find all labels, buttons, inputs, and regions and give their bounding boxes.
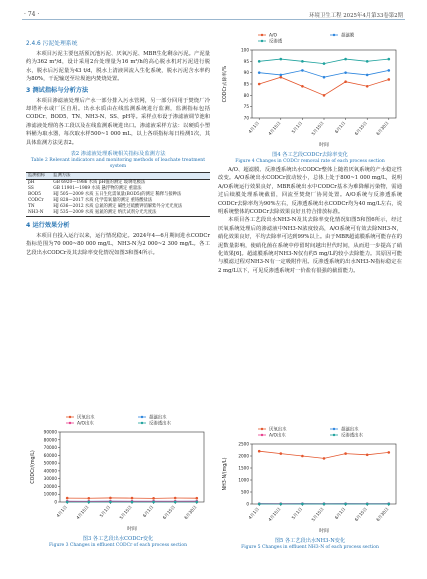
x-tick-label: 5月15日 — [310, 120, 325, 137]
table-header-indicator: 监测指标 — [26, 173, 51, 180]
data-point — [280, 503, 283, 506]
x-tick-label: 6月15日 — [161, 504, 176, 521]
y-tick-label: 2000 — [238, 453, 249, 459]
table-cell-indicator: SS — [28, 186, 34, 192]
data-point — [323, 503, 326, 506]
x-tick-label: 4月15日 — [267, 120, 282, 137]
data-point — [109, 501, 112, 504]
legend-marker — [261, 428, 263, 430]
x-tick-label: 4月1日 — [247, 120, 260, 135]
y-tick-label: 0 — [246, 501, 249, 507]
legend-label: A/O — [269, 33, 277, 39]
x-axis-label: 时间 — [319, 143, 329, 148]
data-point — [66, 501, 69, 504]
x-tick-label: 5月1日 — [98, 504, 112, 519]
data-point — [66, 497, 69, 500]
figure-3-chart — [26, 412, 210, 532]
x-tick-label: 4月1日 — [247, 506, 260, 521]
figure-4-caption-en: Figure 4 Changes in CODCr removal rate of each process section — [235, 159, 385, 164]
data-point — [344, 58, 347, 61]
legend-label: 超滤出水 — [149, 415, 167, 421]
legend-marker — [69, 416, 71, 418]
table-cell-indicator: NH3-N — [26, 210, 51, 217]
y-tick-label: 30000 — [43, 476, 57, 482]
data-point — [174, 497, 177, 500]
x-tick-label: 5月15日 — [118, 504, 133, 521]
figure-3-caption: 图3 各工艺段出水CODCr变化 — [82, 536, 154, 542]
x-tick-label: 5月15日 — [310, 506, 325, 523]
data-point — [301, 60, 304, 63]
data-point — [152, 501, 155, 504]
figure-4-chart — [218, 30, 402, 148]
monitoring-methods-table — [26, 172, 210, 217]
series-line — [259, 77, 389, 95]
table-cell-indicator: pH — [28, 180, 35, 186]
x-tick-label: 6月15日 — [353, 120, 368, 137]
data-point — [366, 74, 369, 77]
figure-4-caption: 图4 各工艺段CODCr去除率变化 — [272, 152, 348, 158]
data-point — [366, 503, 369, 506]
y-tick-label: 100 — [241, 47, 249, 53]
data-point — [131, 497, 134, 500]
figure-4 — [218, 30, 402, 165]
data-point — [388, 451, 391, 454]
plot-frame — [60, 432, 204, 502]
data-point — [388, 69, 391, 72]
legend-marker — [333, 434, 335, 436]
journal-title: 环境卫生工程 2025年4月第33卷第2期 — [309, 13, 403, 19]
legend-marker — [261, 434, 263, 436]
data-point — [280, 452, 283, 455]
section-4-title: 4 运行效果分析 — [26, 222, 70, 230]
x-tick-label: 6月30日 — [375, 506, 390, 523]
figure-3-caption-en: Figure 3 Changes in effluent CODCr of each process section — [49, 543, 187, 548]
table-row — [26, 210, 210, 217]
legend-marker — [69, 422, 71, 424]
x-tick-label: 6月30日 — [375, 120, 390, 137]
y-tick-label: 500 — [241, 489, 249, 495]
data-point — [323, 94, 326, 97]
data-point — [174, 501, 177, 504]
table-cell-method: GB 11901—1989 水质 悬浮物的测定 重量法 — [53, 186, 142, 192]
data-point — [258, 503, 261, 506]
x-tick-label: 6月30日 — [183, 504, 198, 521]
legend-label: 反渗透出水 — [149, 421, 171, 427]
legend-label: 厌氧出水 — [269, 427, 287, 433]
section-2-4-6-title: 2.4.6 污泥处理系统 — [26, 41, 78, 47]
data-point — [258, 71, 261, 74]
data-point — [280, 58, 283, 61]
data-point — [196, 497, 199, 500]
legend-label: 反渗透出水 — [341, 433, 363, 439]
legend-label: 厌氧出水 — [77, 415, 95, 421]
legend-label: 超滤膜 — [341, 33, 355, 39]
page-number: · 74 · — [24, 11, 40, 18]
data-point — [388, 58, 391, 61]
figure-5-chart — [218, 424, 402, 534]
table-header-method: 监测方法 — [51, 173, 210, 180]
left-column — [26, 40, 210, 257]
x-tick-label: 4月1日 — [55, 504, 68, 519]
legend-label: A/O出水 — [77, 421, 94, 427]
data-point — [366, 60, 369, 63]
data-point — [131, 501, 134, 504]
y-tick-label: 0 — [54, 499, 57, 505]
page-header — [0, 0, 427, 22]
data-point — [280, 76, 283, 79]
table-cell-method: HJ 505—2009 水质 五日生化需氧量(BOD5)的测定 稀释与接种法 — [53, 192, 182, 198]
data-point — [344, 503, 347, 506]
y-tick-label: 60000 — [43, 452, 57, 458]
data-point — [88, 497, 91, 500]
data-point — [323, 76, 326, 79]
y-tick-label: 1000 — [238, 477, 249, 483]
y-tick-label: 80 — [243, 92, 249, 98]
y-tick-label: 85 — [243, 81, 249, 87]
y-axis-label: CODCr/(mg/L) — [31, 450, 36, 484]
legend-label: A/O出水 — [269, 433, 286, 439]
data-point — [344, 71, 347, 74]
x-tick-label: 6月1日 — [141, 504, 155, 519]
data-point — [344, 80, 347, 83]
section-3-paragraph: 本项目渗滤液处理后产水一部分排入污水管网，另一部分回用于焚烧厂冷却塔补水或厂区自用。出水水质由在线监测系统进行监测，监测指标包括CODCr、BOD5、TN、NH3-N、SS、pH等。采样点布设于渗滤液调节池和渗滤液处理的各工段以及在线监测系统进出口。渗滤液采样方法：以硬质小塑料桶为取水器，每次取水样500~1 000 mL，以上各项指标每日检测1次，其具体监测方法见表2。 — [26, 97, 210, 146]
legend-marker — [333, 34, 335, 36]
x-tick-label: 4月15日 — [267, 506, 282, 523]
data-point — [109, 497, 112, 500]
y-axis-label: NH3-N/(mg/L) — [223, 457, 228, 491]
data-point — [258, 450, 261, 453]
table-header-row — [26, 173, 210, 180]
nh3n-analysis-paragraph: 本项目各工艺段出水NH3-N及其去除率变化情况如图5和图6所示，经过厌氧系统处理后的渗滤液中NH3-N浓度较高，A/O系统可有效去除NH3-N，硝化效果良好，平均去除率可达到99%以上。由于MBR超滤膜系统可能存在的泥数量影响，使硝化菌在系统中停留时间越出世代时间，从而进一步提高了硝化效果[6]。超滤膜系统对NH3-N仅有约5 mg/L的较小去除能力。其原因可能与膜滤过程对NH3-N有一定吸附作用。反渗透系统的出水NH3-N指标稳定在2 mg/L以下，可见反渗透系统对一价盐有很强的截留能力。 — [218, 217, 402, 274]
data-point — [388, 78, 391, 81]
data-point — [196, 501, 199, 504]
section-4-paragraph: 本项目自投入运行以来，运行情况稳定。2024年4—6月期间进水CODCr指标范围为70 000~80 000 mg/L，NH3-N为2 000~2 300 mg/L。各工艺段出水CODCr及其去除率变化情况如图3和图4所示。 — [26, 233, 210, 256]
header-rule — [22, 19, 405, 20]
x-tick-label: 5月1日 — [290, 506, 304, 521]
data-point — [301, 503, 304, 506]
data-point — [301, 455, 304, 458]
data-point — [301, 85, 304, 88]
y-axis-label: CODCr去除率/% — [223, 65, 228, 103]
data-point — [366, 85, 369, 88]
legend-marker — [141, 422, 143, 424]
legend-marker — [261, 34, 263, 36]
table-cell-method: HJ 828—2017 水质 化学需氧量的测定 重铬酸盐法 — [53, 198, 153, 204]
y-tick-label: 70 — [243, 115, 249, 121]
table-cell-indicator: TN — [28, 204, 35, 210]
cod-analysis-paragraph: A/O、超滤膜、反渗透系统出水CODCr整体上随着厌氧系统的产水稳定性改变。A/O系统出水CODCr波动较小，总体上处于800~1 000 mg/L，说明A/O系统运行效果良好，MBR系统出水中CODCr基本为难降解污染物，需通过后续膜处理系统截留，回流至焚烧厂协同处置。A/O系统与反渗透系统CODCr去除率均为90%左右，反渗透系统出水CODCr均为40 mg/L左右，说明系统整体的CODCr去除效果良好且符合排放标准。 — [218, 167, 402, 216]
y-tick-label: 90 — [243, 70, 249, 76]
legend-marker — [141, 416, 143, 418]
section-2-4-6-paragraph: 本项目污泥主要包括预沉池污泥、厌氧污泥、MBR生化剩余污泥。产泥量约为362 m³/d，设计采用2台处理量为16 m³/h的高心脱水机对污泥进行脱水，脱水后污泥量为43 t/d，脱水上清液回流入生化系统，脱水污泥含水率约为80%，干泥输送至垃圾池内焚烧处置。 — [26, 51, 210, 83]
table-cell-method: GB 6920—1986 水质 pH值的测定 玻璃电极法 — [53, 180, 146, 186]
figure-5-caption-en: Figure 5 Changes in effluent NH3-N of each process section — [241, 545, 379, 550]
figure-5-caption: 图5 各工艺段出水NH3-N变化 — [274, 538, 346, 544]
y-tick-label: 1500 — [238, 465, 249, 471]
y-tick-label: 70000 — [43, 445, 57, 451]
x-tick-label: 6月1日 — [333, 120, 347, 135]
data-point — [301, 69, 304, 72]
x-tick-label: 6月1日 — [333, 506, 347, 521]
legend-marker — [333, 428, 335, 430]
legend-marker — [261, 40, 263, 42]
legend-label: 超滤出水 — [341, 427, 359, 433]
data-point — [280, 74, 283, 77]
x-tick-label: 5月1日 — [290, 120, 304, 135]
right-column — [218, 166, 402, 275]
table-2-caption-en: Table 2 Relevant indicators and monitoring methods of leachate treatment system — [30, 158, 206, 170]
y-tick-label: 20000 — [43, 483, 57, 489]
y-tick-label: 2500 — [238, 441, 249, 447]
data-point — [258, 83, 261, 86]
x-tick-label: 4月15日 — [75, 504, 90, 521]
table-2-caption: 表2 渗滤液处理系统相关指标及监测方法 — [70, 151, 166, 158]
data-point — [152, 497, 155, 500]
y-tick-label: 75 — [243, 104, 249, 110]
table-cell-method: HJ 636—2012 水质 总氮的测定 碱性过硫酸钾消解紫外分光光度法 — [53, 204, 183, 210]
data-point — [366, 454, 369, 457]
figure-3 — [26, 412, 210, 549]
x-axis-label: 时间 — [127, 527, 137, 532]
data-point — [388, 503, 391, 506]
y-tick-label: 10000 — [43, 491, 57, 497]
data-point — [323, 62, 326, 65]
table-cell-indicator: CODCr — [28, 198, 44, 204]
y-tick-label: 50000 — [43, 460, 57, 466]
figure-5 — [218, 424, 402, 551]
data-point — [344, 452, 347, 455]
y-tick-label: 40000 — [43, 468, 57, 474]
y-tick-label: 95 — [243, 58, 249, 64]
y-tick-label: 80000 — [43, 437, 57, 443]
data-point — [323, 457, 326, 460]
x-tick-label: 6月15日 — [353, 506, 368, 523]
legend-label: 反渗透 — [269, 39, 283, 45]
data-point — [258, 60, 261, 63]
data-point — [88, 501, 91, 504]
section-3-title: 3 测试指标与分析方法 — [26, 86, 89, 94]
table-cell-indicator: BOD5 — [28, 192, 41, 198]
y-tick-label: 90000 — [43, 429, 57, 435]
table-cell-method: HJ 535—2009 水质 氨氮的测定 纳氏试剂分光光度法 — [51, 210, 210, 217]
x-axis-label: 时间 — [319, 529, 329, 534]
